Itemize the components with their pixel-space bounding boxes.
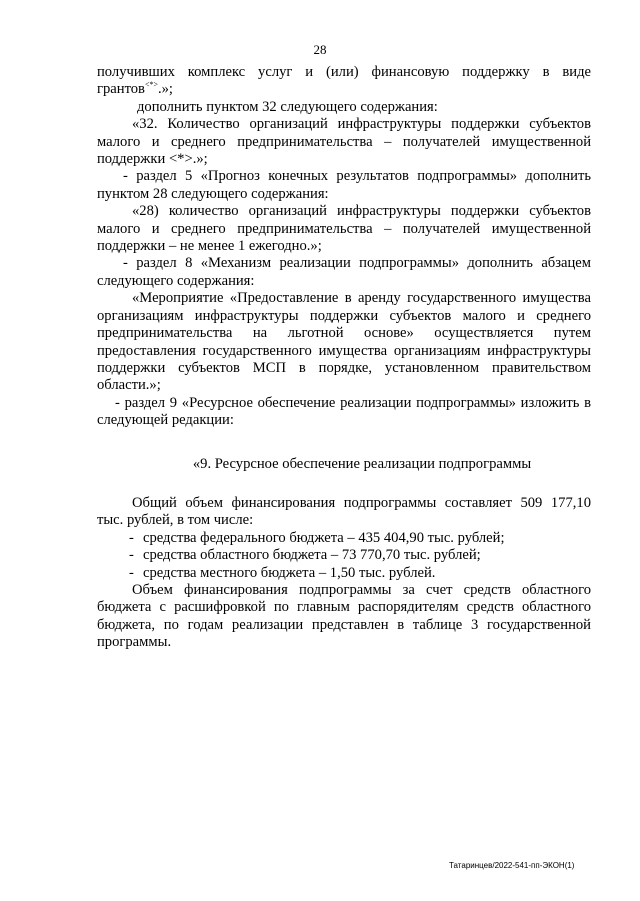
paragraph-item-28: «28) количество организаций инфраструктуры поддержки субъектов малого и среднего предпринимательства – получателей имущественной поддержки – не менее 1 ежегодно.»; (97, 203, 591, 255)
paragraph-grants (97, 64, 591, 99)
paragraph-section-8: - раздел 8 «Механизм реализации подпрограммы» дополнить абзацем следующего содержания: (97, 255, 591, 289)
list-item-text: средства федерального бюджета – 435 404,90 тыс. рублей; (143, 529, 505, 546)
paragraph-grants-end: .»; (157, 81, 173, 98)
paragraph-item-32: «32. Количество организаций инфраструктуры поддержки субъектов малого и среднего предпринимательства – получателей имущественной поддержки <*>.»; (97, 116, 591, 168)
bullet-dash: - (129, 547, 134, 564)
list-item (97, 530, 591, 547)
paragraph-add-item-32: дополнить пунктом 32 следующего содержания: (137, 98, 438, 115)
list-item-text: средства областного бюджета – 73 770,70 тыс. рублей; (143, 547, 481, 564)
list-item (97, 565, 591, 582)
section-heading: «9. Ресурсное обеспечение реализации подпрограммы (192, 455, 532, 472)
list-item-text: средства местного бюджета – 1,50 тыс. рублей. (143, 564, 436, 581)
paragraph-section-9: - раздел 9 «Ресурсное обеспечение реализации подпрограммы» изложить в следующей редакции: (97, 394, 591, 429)
paragraph-section-5: - раздел 5 «Прогноз конечных результатов подпрограммы» дополнить пунктом 28 следующего содержания: (97, 168, 591, 202)
list-item (97, 547, 591, 564)
document-body (97, 64, 591, 652)
paragraph-grants-text: получивших комплекс услуг и (или) финансовую поддержку в виде грантов (97, 64, 591, 98)
paragraph-measure: «Мероприятие «Предоставление в аренду государственного имущества организациям инфраструктуры поддержки субъектов малого и среднего предпринимательства на льготной основе» осуществляется путем предоставления государственного имущества организациям инфраструктуры поддержки субъектов МСП в порядке, установленном правительством области.»; (97, 290, 591, 394)
funding-list (97, 530, 591, 582)
bullet-dash: - (129, 564, 134, 581)
page-number: 28 (313, 42, 327, 57)
bullet-dash: - (129, 529, 134, 546)
paragraph-total-funding: Общий объем финансирования подпрограммы составляет 509 177,10 тыс. рублей, в том числе: (97, 494, 591, 529)
document-footer: Татаринцев/2022-541-пп-ЭКОН(1) (449, 861, 575, 870)
footnote-mark: <*> (144, 80, 158, 90)
paragraph-regional-budget: Объем финансирования подпрограммы за счет средств областного бюджета с расшифровкой по главным распорядителям средств областного бюджета, по годам реализации представлен в таблице 3 государственной программы. (97, 581, 591, 651)
